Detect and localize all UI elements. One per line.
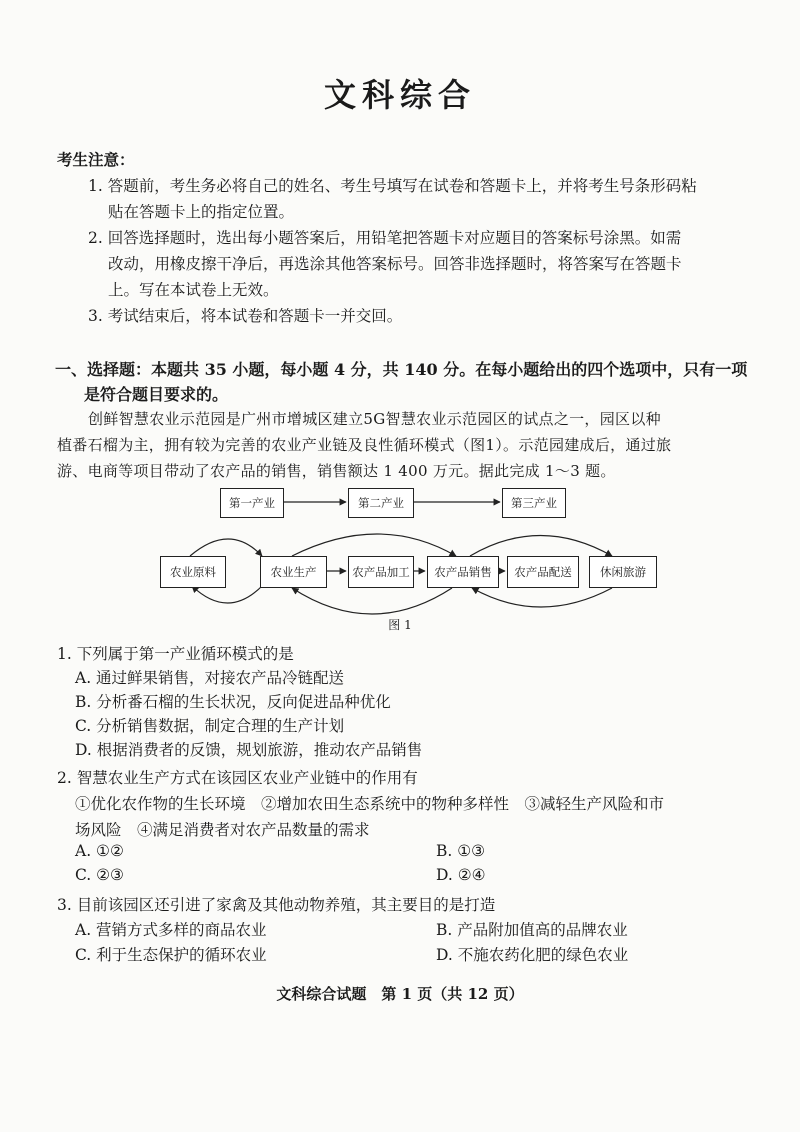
q2-option-d: D. ②④ <box>436 866 486 884</box>
figure-box-product-delivery: 农产品配送 <box>507 556 579 588</box>
figure-box-product-sales: 农产品销售 <box>427 556 499 588</box>
figure-box-product-processing: 农产品加工 <box>348 556 414 588</box>
q2-stem: 2. 智慧农业生产方式在该园区农业产业链中的作用有 <box>57 769 418 787</box>
notice-item-3-line-1: 3. 考试结束后，将本试卷和答题卡一并交回。 <box>88 307 403 325</box>
notice-item-2-line-1: 2. 回答选择题时，选出每小题答案后，用铅笔把答题卡对应题目的答案标号涂黑。如需 <box>88 229 682 247</box>
figure-box-primary-industry: 第一产业 <box>220 488 284 518</box>
notice-item-2-line-2: 改动，用橡皮擦干净后，再选涂其他答案标号。回答非选择题时，将答案写在答题卡 <box>108 255 682 273</box>
q3-stem: 3. 目前该园区还引进了家禽及其他动物养殖，其主要目的是打造 <box>57 896 496 914</box>
figure-box-agricultural-production: 农业生产 <box>260 556 327 588</box>
q2-statement-line-1: ①优化农作物的生长环境 ②增加农田生态系统中的物种多样性 ③减轻生产风险和市 <box>75 795 665 813</box>
figure-box-agricultural-raw-materials: 农业原料 <box>160 556 226 588</box>
material-line-3: 游、电商等项目带动了农产品的销售，销售额达 1 400 万元。据此完成 1～3 题。 <box>57 462 616 480</box>
section-header-line-1: 一、选择题：本题共 35 小题，每小题 4 分，共 140 分。在每小题给出的四个选项中，只有一项 <box>55 360 748 379</box>
q1-option-c: C. 分析销售数据，制定合理的生产计划 <box>75 717 345 735</box>
notice-item-2-line-3: 上。写在本试卷上无效。 <box>108 281 279 299</box>
section-header-line-2: 是符合题目要求的。 <box>84 385 229 404</box>
figure-caption: 图 1 <box>388 618 412 632</box>
q2-option-a: A. ①② <box>75 842 124 860</box>
notice-item-1-line-1: 1. 答题前，考生务必将自己的姓名、考生号填写在试卷和答题卡上，并将考生号条形码粘 <box>88 177 697 195</box>
q3-option-c: C. 利于生态保护的循环农业 <box>75 946 267 964</box>
notice-item-1-line-2: 贴在答题卡上的指定位置。 <box>108 203 295 221</box>
q1-stem: 1. 下列属于第一产业循环模式的是 <box>57 645 294 663</box>
page-title: 文科综合 <box>323 76 476 114</box>
page-footer: 文科综合试题 第 1 页（共 12 页） <box>276 985 524 1003</box>
q3-option-d: D. 不施农药化肥的绿色农业 <box>436 946 629 964</box>
q1-option-a: A. 通过鲜果销售，对接农产品冷链配送 <box>75 669 345 687</box>
q1-option-d: D. 根据消费者的反馈，规划旅游，推动农产品销售 <box>75 741 423 759</box>
curve-production-to-sales <box>292 534 456 556</box>
material-line-1: 创鲜智慧农业示范园是广州市增城区建立5G智慧农业示范园区的试点之一，园区以种 <box>88 410 661 428</box>
q3-option-a: A. 营销方式多样的商品农业 <box>75 921 267 939</box>
curve-sales-to-production <box>292 588 452 614</box>
q2-option-b: B. ①③ <box>436 842 486 860</box>
curve-sales-to-tourism <box>470 536 612 557</box>
curve-production-to-raw <box>192 586 262 603</box>
figure-box-secondary-industry: 第二产业 <box>348 488 414 518</box>
curve-tourism-to-sales <box>472 588 612 607</box>
q2-option-c: C. ②③ <box>75 866 124 884</box>
curve-raw-to-production <box>190 539 262 556</box>
q2-statement-line-2: 场风险 ④满足消费者对农产品数量的需求 <box>75 821 370 839</box>
q1-option-b: B. 分析番石榴的生长状况，反向促进品种优化 <box>75 693 391 711</box>
material-line-2: 植番石榴为主，拥有较为完善的农业产业链及良性循环模式（图1）。示范园建成后，通过旅 <box>57 436 672 454</box>
q3-option-b: B. 产品附加值高的品牌农业 <box>436 921 628 939</box>
notice-heading: 考生注意： <box>57 150 135 169</box>
figure-box-leisure-tourism: 休闲旅游 <box>589 556 657 588</box>
figure-box-tertiary-industry: 第三产业 <box>502 488 566 518</box>
